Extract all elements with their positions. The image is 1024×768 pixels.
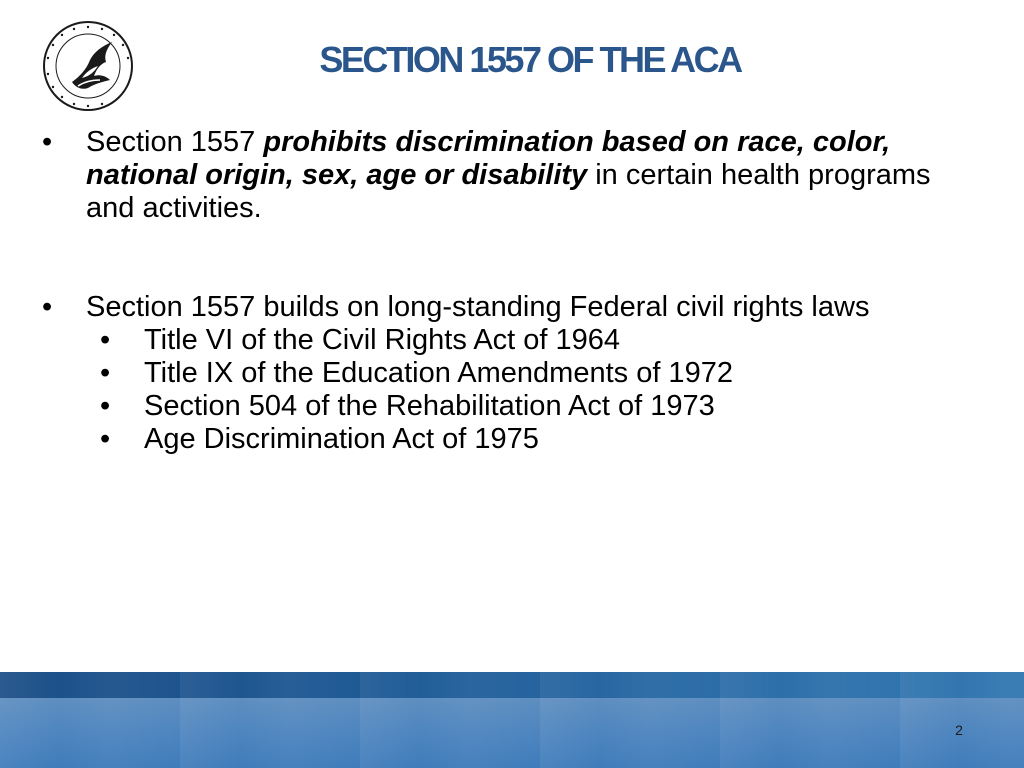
bullet-1-emphasis: prohibits discrimination based on race, color, national origin, sex, age or disability [86,126,891,191]
eagle-seal-icon [42,20,134,112]
sub-bullet-item [86,423,946,456]
sub-bullet-item [86,324,946,357]
bullet-item-2 [42,291,946,456]
sub-bullet-text: Title VI of the Civil Rights Act of 1964 [144,324,621,356]
footer-texture [0,672,1024,768]
sub-bullet-glyph: • [100,324,111,356]
hhs-seal-logo [42,20,134,112]
bullet-2-text: Section 1557 builds on long-standing Federal civil rights laws [86,291,870,323]
sub-bullet-item [86,390,946,423]
sub-bullet-text: Section 504 of the Rehabilitation Act of 1973 [144,390,715,422]
bullet-glyph: • [42,126,53,158]
page-number: 2 [955,722,963,738]
footer-band [0,672,1024,768]
sub-bullet-glyph: • [100,390,111,422]
sub-bullet-item [86,357,946,390]
sub-bullet-glyph: • [100,423,111,455]
sub-bullet-text: Age Discrimination Act of 1975 [144,423,539,455]
bullet-1-text-after: in certain health programs and activities. [86,159,931,224]
slide-title: SECTION 1557 OF THE ACA [319,39,741,80]
bullet-1-text-before: Section 1557 [86,126,264,158]
sub-bullet-glyph: • [100,357,111,389]
bullet-glyph: • [42,291,53,323]
sub-bullet-list [86,324,946,456]
bullet-item-1 [42,126,946,225]
sub-bullet-text: Title IX of the Education Amendments of 1972 [144,357,733,389]
